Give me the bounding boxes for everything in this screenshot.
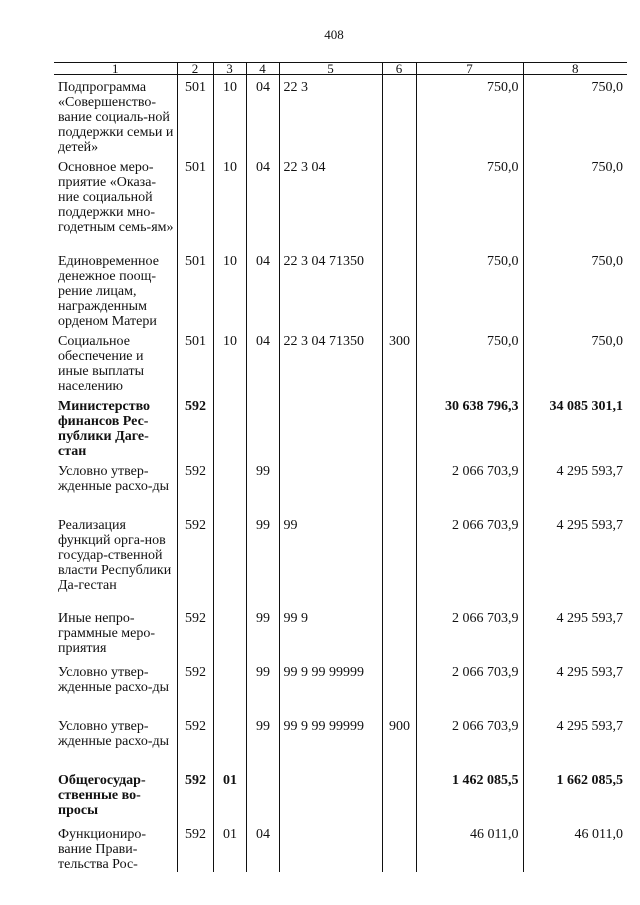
cell-col6: [382, 75, 416, 156]
cell-col2: 501: [177, 155, 213, 249]
cell-col8: 4 295 593,7: [523, 714, 627, 768]
cell-col6: [382, 459, 416, 513]
cell-col4: [246, 394, 279, 459]
cell-col4: 99: [246, 459, 279, 513]
table-row: [54, 714, 627, 768]
cell-col6: [382, 394, 416, 459]
cell-col4: 04: [246, 329, 279, 394]
cell-col7: 30 638 796,3: [416, 394, 523, 459]
cell-col2: 592: [177, 459, 213, 513]
cell-col5: 99 9 99 99999: [279, 714, 382, 768]
cell-col2: 592: [177, 768, 213, 822]
cell-col6: 300: [382, 329, 416, 394]
cell-col7: 750,0: [416, 75, 523, 156]
cell-col5: 22 3 04 71350: [279, 329, 382, 394]
header-cell: 7: [416, 63, 523, 75]
cell-col7: 750,0: [416, 249, 523, 329]
table-row: [54, 155, 627, 249]
table-row: [54, 394, 627, 459]
cell-col2: 592: [177, 606, 213, 660]
cell-col3: 10: [213, 249, 246, 329]
cell-col3: [213, 660, 246, 714]
cell-col2: 592: [177, 394, 213, 459]
row-name: Реализация функций орга-нов государ-ственной власти Республики Да-гестан: [58, 518, 172, 593]
cell-col6: [382, 249, 416, 329]
cell-col4: 04: [246, 155, 279, 249]
cell-col3: [213, 459, 246, 513]
table-row: [54, 513, 627, 606]
cell-col8: 750,0: [523, 249, 627, 329]
cell-col7: 46 011,0: [416, 822, 523, 872]
cell-col6: [382, 155, 416, 249]
cell-col5: [279, 822, 382, 872]
table-row: [54, 822, 627, 872]
table-row: [54, 75, 627, 156]
cell-col8: 750,0: [523, 75, 627, 156]
cell-col3: [213, 714, 246, 768]
cell-col8: 4 295 593,7: [523, 459, 627, 513]
cell-col5: 99 9: [279, 606, 382, 660]
cell-col5: [279, 768, 382, 822]
row-name: Условно утвер-жденные расхо-ды: [58, 665, 170, 695]
cell-col8: 1 662 085,5: [523, 768, 627, 822]
cell-col5: [279, 459, 382, 513]
row-name: Единовременное денежное поощ-рение лицам, награжденным орденом Матери: [58, 254, 159, 329]
budget-table: [54, 62, 627, 872]
cell-col4: 99: [246, 513, 279, 606]
cell-col3: [213, 513, 246, 606]
table-row: [54, 329, 627, 394]
header-cell: 6: [382, 63, 416, 75]
header-cell: 1: [54, 63, 177, 75]
row-name: Иные непро-граммные меро-приятия: [58, 611, 156, 656]
cell-col7: 750,0: [416, 329, 523, 394]
header-cell: 5: [279, 63, 382, 75]
row-name: Министерство финансов Рес-публики Даге-стан: [58, 399, 151, 459]
cell-col7: 1 462 085,5: [416, 768, 523, 822]
cell-col2: 501: [177, 249, 213, 329]
cell-col6: [382, 513, 416, 606]
cell-col5: 99: [279, 513, 382, 606]
header-cell: 4: [246, 63, 279, 75]
row-name: Общегосудар-ственные во-просы: [58, 773, 146, 818]
cell-col3: 10: [213, 329, 246, 394]
table-row: [54, 606, 627, 660]
table-row: [54, 768, 627, 822]
row-name: Условно утвер-жденные расхо-ды: [58, 464, 170, 494]
cell-col4: 04: [246, 75, 279, 156]
cell-col4: 99: [246, 714, 279, 768]
cell-col2: 592: [177, 714, 213, 768]
row-name: Социальное обеспечение и иные выплаты населению: [58, 334, 144, 394]
cell-col8: 4 295 593,7: [523, 660, 627, 714]
cell-col4: 04: [246, 822, 279, 872]
cell-col8: 750,0: [523, 155, 627, 249]
cell-col3: 10: [213, 155, 246, 249]
cell-col6: [382, 822, 416, 872]
row-name: Функциониро-вание Прави-тельства Рос-: [58, 827, 146, 872]
header-row: [54, 63, 627, 75]
cell-col2: 592: [177, 822, 213, 872]
header-cell: 8: [523, 63, 627, 75]
cell-col5: 22 3 04 71350: [279, 249, 382, 329]
row-name: Основное меро-приятие «Оказа-ние социальной поддержки мно-годетным семь-ям»: [58, 160, 174, 235]
cell-col4: 04: [246, 249, 279, 329]
row-name: Условно утвер-жденные расхо-ды: [58, 719, 170, 749]
cell-col3: [213, 394, 246, 459]
cell-col6: 900: [382, 714, 416, 768]
cell-col7: 750,0: [416, 155, 523, 249]
cell-col4: [246, 768, 279, 822]
cell-col6: [382, 660, 416, 714]
cell-col2: 592: [177, 513, 213, 606]
page-number: 408: [324, 27, 344, 42]
cell-col8: 34 085 301,1: [523, 394, 627, 459]
cell-col3: 01: [213, 768, 246, 822]
cell-col5: [279, 394, 382, 459]
table-row: [54, 459, 627, 513]
header-cell: 2: [177, 63, 213, 75]
cell-col3: 01: [213, 822, 246, 872]
cell-col3: 10: [213, 75, 246, 156]
cell-col2: 501: [177, 329, 213, 394]
cell-col7: 2 066 703,9: [416, 714, 523, 768]
header-cell: 3: [213, 63, 246, 75]
cell-col7: 2 066 703,9: [416, 606, 523, 660]
cell-col4: 99: [246, 660, 279, 714]
cell-col7: 2 066 703,9: [416, 459, 523, 513]
cell-col8: 46 011,0: [523, 822, 627, 872]
cell-col8: 4 295 593,7: [523, 513, 627, 606]
cell-col8: 4 295 593,7: [523, 606, 627, 660]
cell-col8: 750,0: [523, 329, 627, 394]
cell-col7: 2 066 703,9: [416, 660, 523, 714]
cell-col2: 592: [177, 660, 213, 714]
cell-col5: 99 9 99 99999: [279, 660, 382, 714]
table-row: [54, 249, 627, 329]
cell-col3: [213, 606, 246, 660]
cell-col7: 2 066 703,9: [416, 513, 523, 606]
cell-col4: 99: [246, 606, 279, 660]
cell-col6: [382, 768, 416, 822]
cell-col5: 22 3 04: [279, 155, 382, 249]
cell-col6: [382, 606, 416, 660]
cell-col5: 22 3: [279, 75, 382, 156]
table-row: [54, 660, 627, 714]
row-name: Подпрограмма «Совершенство-вание социаль-ной поддержки семьи и детей»: [58, 80, 174, 155]
cell-col2: 501: [177, 75, 213, 156]
